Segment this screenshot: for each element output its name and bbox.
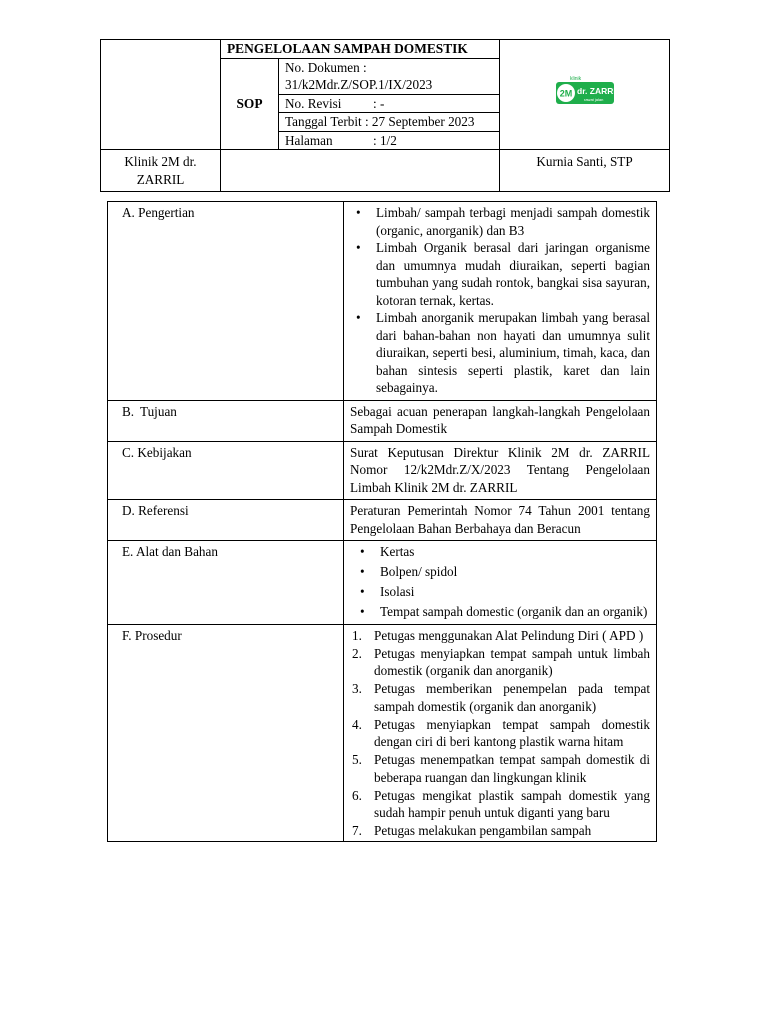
step-text: Petugas memberikan penempelan pada tempat sampah domestik (organik dan anorganik): [374, 681, 650, 714]
step-text: Petugas menyiapkan tempat sampah untuk limbah domestik (organik dan anorganik): [374, 645, 650, 678]
section-content-kebijakan: Surat Keputusan Direktur Klinik 2M dr. ZARRIL Nomor 12/k2Mdr.Z/X/2023 Tentang Pengelolaan Limbah Klinik 2M dr. ZARRIL: [344, 441, 657, 500]
procedure-step: [352, 822, 650, 840]
step-text: Petugas menggunakan Alat Pelindung Diri ( APD ): [374, 627, 644, 643]
step-text: Petugas menempatkan tempat sampah domestik di beberapa ruangan dan lingkungan klinik: [374, 752, 650, 785]
doc-number-separator: :: [359, 59, 370, 75]
document-title: PENGELOLAAN SAMPAH DOMESTIK: [221, 40, 500, 59]
section-content-referensi: Peraturan Pemerintah Nomor 74 Tahun 2001 tentang Pengelolaan Bahan Berbahaya dan Beracun: [344, 500, 657, 541]
revision-value: : -: [373, 95, 385, 111]
section-content-alat-bahan: [344, 541, 657, 625]
section-label-text: Alat dan Bahan: [135, 544, 218, 559]
row-alat-bahan: [108, 541, 657, 625]
row-referensi: [108, 500, 657, 541]
section-prefix: B.: [122, 403, 135, 419]
section-prefix: E.: [122, 544, 134, 559]
alat-bahan-list: [350, 543, 650, 621]
revision-cell: [279, 94, 500, 113]
sop-content-table: [107, 201, 657, 842]
step-number: 5.: [352, 752, 362, 767]
section-content-prosedur: [344, 624, 657, 841]
section-label-referensi: [108, 500, 344, 541]
page-value: : 1/2: [373, 132, 397, 148]
header-empty-cell: [101, 40, 221, 150]
section-label-text: Referensi: [138, 503, 189, 518]
procedure-step: [352, 716, 650, 751]
signer-name: Kurnia Santi, STP: [500, 150, 670, 192]
publish-date-cell: [279, 113, 500, 132]
logo-top-text: klinik: [569, 76, 581, 83]
section-label-text: Prosedur: [134, 627, 182, 643]
section-label-text: Kebijakan: [137, 444, 192, 460]
logo-name-text: dr. ZARRIL: [576, 86, 621, 97]
row-tujuan: [108, 400, 657, 441]
row-kebijakan: [108, 441, 657, 500]
revision-label: No. Revisi: [285, 95, 342, 111]
list-item: • Limbah anorganik merupakan limbah yang berasal dari bahan-bahan non hayati dan umumnya sulit diuraikan, seperti besi, aluminium, timah, kaca, dan bahan sintesis seperti plastik, karet dan lain sebagainya.: [376, 309, 650, 397]
section-prefix: C.: [122, 444, 135, 460]
clinic-name: Klinik 2M dr. ZARRIL: [101, 150, 221, 192]
step-number: 1.: [352, 627, 362, 643]
section-label-pengertian: [108, 202, 344, 401]
step-number: 3.: [352, 681, 362, 696]
row-pengertian: [108, 202, 657, 401]
doc-number-value: 31/k2Mdr.Z/SOP.1/IX/2023: [285, 77, 433, 92]
doc-number-label: No. Dokumen: [285, 59, 360, 75]
row-prosedur: [108, 624, 657, 841]
procedure-step: [352, 680, 650, 715]
section-prefix: D.: [122, 503, 135, 518]
sop-label: SOP: [221, 58, 279, 150]
page-label: Halaman: [285, 132, 333, 148]
step-text: Petugas mengikat plastik sampah domestik yang sudah hampir penuh untuk diganti yang baru: [374, 787, 650, 820]
procedure-step: [352, 787, 650, 822]
logo-cell: [500, 40, 670, 150]
step-text: Petugas menyiapkan tempat sampah domestik dengan ciri di beri kantong plastik warna hitam: [374, 716, 650, 749]
header-blank-cell: [221, 150, 500, 192]
section-label-text: Pengertian: [138, 205, 195, 220]
clinic-logo: [554, 72, 621, 112]
doc-number-cell: [279, 58, 500, 94]
step-number: 6.: [352, 787, 362, 803]
page-cell: [279, 131, 500, 150]
pengertian-list: [350, 204, 650, 397]
section-label-kebijakan: [108, 441, 344, 500]
section-label-tujuan: [108, 400, 344, 441]
list-item: • Bolpen/ spidol: [380, 563, 650, 581]
logo-badge-text: 2M: [559, 88, 572, 99]
list-item: • Limbah Organik berasal dari jaringan organisme dan umumnya mudah diuraikan, seperti bagian tumbuhan yang sudah rontok, bangkai sisa sayuran, kotoran ternak, kertas.: [376, 239, 650, 309]
procedure-step: [352, 627, 650, 645]
publish-date-label: Tanggal Terbit: [285, 114, 362, 129]
procedure-step: [352, 751, 650, 786]
section-prefix: F.: [122, 627, 132, 643]
sop-header-table: [100, 39, 670, 192]
prosedur-list: [350, 627, 650, 840]
step-number: 4.: [352, 716, 362, 732]
list-item: • Kertas: [380, 543, 650, 561]
step-number: 7.: [352, 823, 362, 838]
section-label-alat-bahan: [108, 541, 344, 625]
procedure-step: [352, 645, 650, 680]
section-prefix: A.: [122, 205, 135, 220]
list-item: • Limbah/ sampah terbagi menjadi sampah domestik (organic, anorganik) dan B3: [376, 204, 650, 239]
list-item: • Tempat sampah domestic (organik dan an organik): [380, 603, 650, 621]
logo-sub-text: rawat jalan: [583, 97, 603, 103]
section-label-prosedur: [108, 624, 344, 841]
step-number: 2.: [352, 645, 362, 661]
list-item: • Isolasi: [380, 583, 650, 601]
step-text: Petugas melakukan pengambilan sampah: [374, 823, 592, 838]
publish-date-value: : 27 September 2023: [364, 114, 475, 129]
section-label-text: Tujuan: [140, 403, 177, 419]
section-content-pengertian: [344, 202, 657, 401]
section-content-tujuan: Sebagai acuan penerapan langkah-langkah Pengelolaan Sampah Domestik: [344, 400, 657, 441]
